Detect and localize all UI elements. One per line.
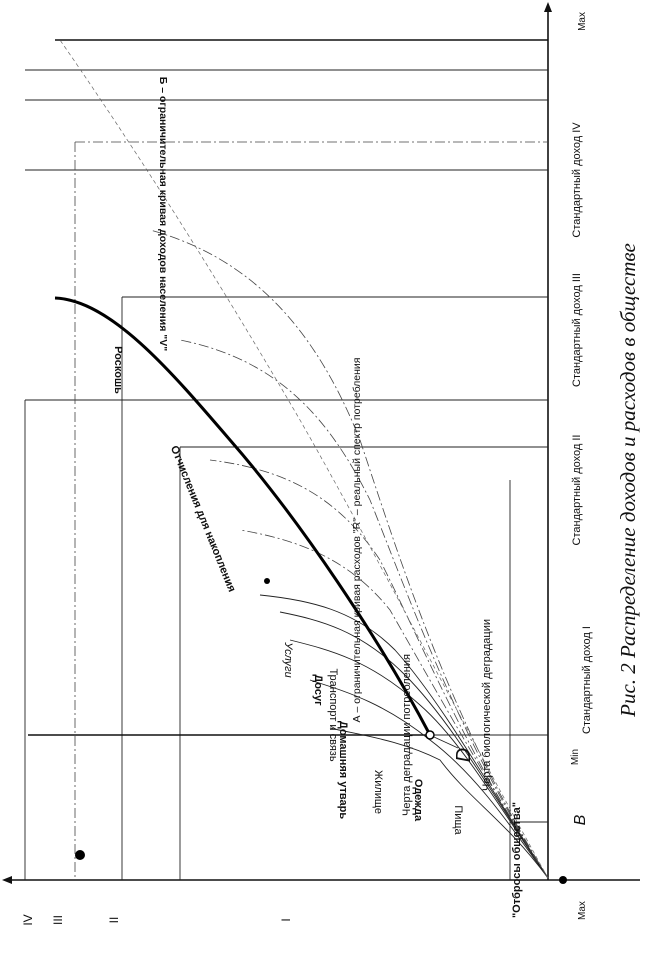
category-luxury: Роскошь	[112, 346, 124, 394]
category-clothing: Одежда	[412, 778, 424, 822]
category-food: Пища	[452, 805, 464, 835]
horizontal-axis-arrow	[2, 876, 12, 884]
biological-degradation-label: Черта биологической деградации	[481, 618, 493, 792]
category-transport: Транспорт и связь	[327, 668, 339, 762]
income-level-iii: Стандартный доход III	[571, 273, 583, 387]
income-level-i: Стандартный доход I	[581, 626, 593, 734]
consumption-degradation-label: Черта деградации потребления	[401, 654, 413, 816]
category-utensils: Домашняя утварь	[337, 720, 349, 820]
bullet-dot-zone-i	[75, 850, 85, 860]
income-level-ii: Стандартный доход II	[571, 434, 583, 546]
max-label-right: Max	[577, 12, 588, 31]
zone-label-ii: II	[107, 916, 121, 924]
curve-leisure	[240, 530, 548, 878]
point-d-marker	[426, 731, 434, 739]
origin-dot	[559, 876, 567, 884]
min-label: Min	[570, 748, 581, 766]
curve-savings-inner	[180, 340, 548, 878]
society-rejects-label: "Отбросы общества"	[511, 801, 523, 919]
zone-label-iii: III	[51, 914, 65, 926]
max-label-left: Max	[577, 901, 588, 920]
point-d-label: D	[453, 747, 475, 763]
category-services: Услуги	[282, 642, 294, 678]
category-housing: Жилище	[372, 770, 384, 814]
vertical-axis-arrow	[544, 2, 552, 12]
income-letter-b: В	[572, 814, 589, 826]
curve-utensils	[280, 612, 548, 878]
curve-b-description: Б – ограничительная кривая доходов населения "V"	[157, 76, 169, 352]
category-leisure: Досуг	[312, 674, 324, 706]
curve-services-inner	[210, 460, 548, 878]
income-level-iv: Стандартный доход IV	[571, 122, 583, 238]
zone-label-iv: IV	[21, 914, 35, 926]
figure-caption: Рис. 2 Распределение доходов и расходов в обществе	[616, 243, 640, 717]
category-savings: Отчисления для накопления	[167, 443, 238, 594]
zone-label-i: I	[279, 918, 293, 922]
curve-label-dot	[264, 578, 270, 584]
curve-a-description: А – ограничительная кривая расходов "R" – реальный спектр потребления	[351, 357, 363, 723]
curve-a-expense-limit	[55, 298, 430, 735]
